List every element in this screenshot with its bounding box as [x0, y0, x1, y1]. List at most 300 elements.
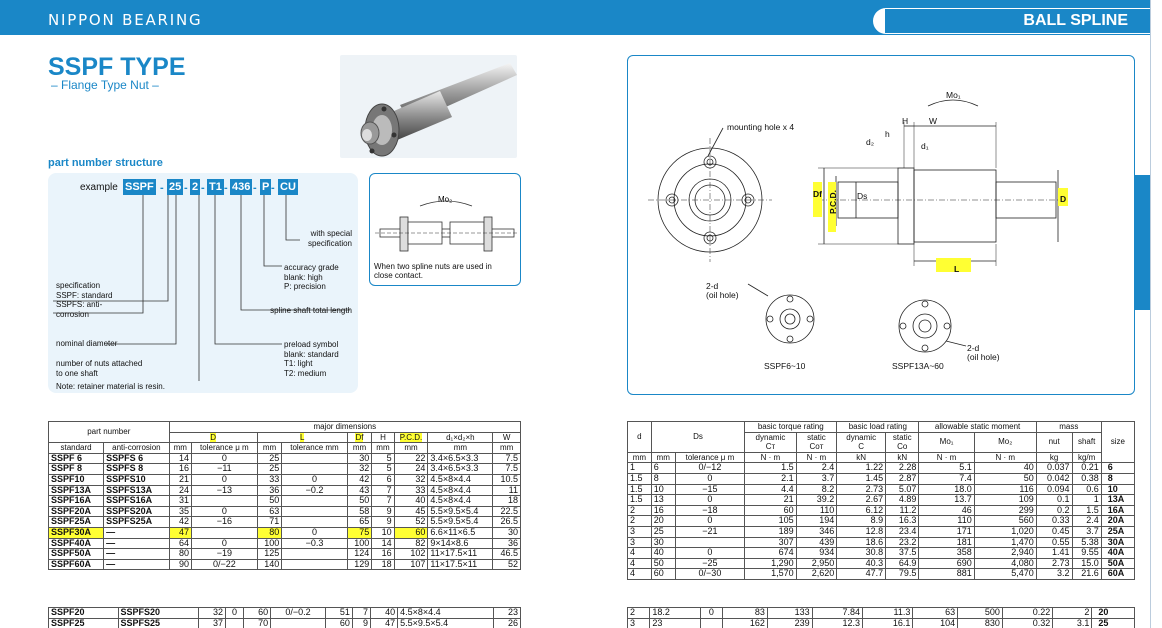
table-cell: 40A — [1101, 548, 1134, 559]
table-cell — [282, 559, 347, 570]
th-unit: mm — [394, 443, 428, 454]
table-cell: 0 — [192, 474, 258, 485]
table-cell: 64.9 — [886, 558, 919, 569]
table-cell: — — [104, 549, 169, 560]
table-cell: 15.0 — [1072, 558, 1101, 569]
table-cell: 3 — [628, 537, 652, 548]
dim-h-label: h — [885, 129, 890, 139]
table-cell: 83 — [723, 608, 768, 619]
table-cell: 82 — [394, 538, 428, 549]
table-row — [628, 618, 1135, 628]
table-cell: 11×17.5×11 — [428, 559, 493, 570]
table-cell — [282, 549, 347, 560]
table-cell: 189 — [745, 526, 796, 537]
table-cell: 26.5 — [493, 517, 521, 528]
table-cell: 2,950 — [796, 558, 837, 569]
table-cell: 58 — [347, 506, 372, 517]
table-cell: 13.7 — [919, 495, 974, 506]
table-cell: 110 — [919, 516, 974, 527]
th-mo1: Mo₁ — [919, 432, 974, 452]
table-cell: 25 — [257, 464, 282, 475]
table-cell: 1.45 — [837, 473, 886, 484]
annotation-shaft-length: spline shaft total length — [270, 306, 352, 315]
table-cell: 30 — [651, 537, 675, 548]
table-cell: 2.67 — [837, 495, 886, 506]
table-cell: 1 — [628, 463, 652, 474]
table-cell: SSPF20 — [49, 608, 119, 619]
table-cell: 40 — [370, 608, 397, 619]
table-cell: 3.7 — [1072, 526, 1101, 537]
table-cell: 0 — [675, 473, 745, 484]
table-cell: 3.1 — [1053, 618, 1092, 628]
table-cell — [226, 618, 244, 628]
table-cell: 35 — [169, 506, 191, 517]
th-tolerance: tolerance μ m — [675, 452, 745, 463]
table-cell: 11.2 — [886, 505, 919, 516]
table-cell: 2.73 — [1036, 558, 1072, 569]
table-cell: 3 — [628, 526, 652, 537]
large-view-label: SSPF13A~60 — [892, 361, 944, 371]
table-cell: 30.8 — [837, 548, 886, 559]
table-cell: 45 — [394, 506, 428, 517]
table-cell: SSPFS 6 — [104, 453, 169, 464]
table-cell: 0/−12 — [675, 463, 745, 474]
table-cell: 2,940 — [974, 548, 1036, 559]
table-cell: 60 — [244, 608, 271, 619]
table-row — [628, 463, 1135, 474]
table-cell: 5.5×9.5×5.4 — [398, 618, 494, 628]
table-row — [49, 538, 521, 549]
table-cell: 307 — [745, 537, 796, 548]
table-cell: — — [104, 559, 169, 570]
th-unit: mm — [372, 443, 394, 454]
table-cell: 0.037 — [1036, 463, 1072, 474]
table-cell: 36 — [257, 485, 282, 496]
table-row — [49, 517, 521, 528]
table-cell: 2 — [1053, 608, 1092, 619]
annotation-nominal: nominal diameter — [56, 339, 118, 348]
table-cell: 9 — [352, 618, 370, 628]
table-cell: 3.4×6.5×3.3 — [428, 464, 493, 475]
table-cell — [192, 527, 258, 538]
table-cell: SSPF20A — [49, 506, 104, 517]
table-cell: SSPF40A — [49, 538, 104, 549]
table-cell: 2.4 — [796, 463, 837, 474]
table-row — [628, 484, 1135, 495]
dim-W-label: W — [929, 116, 938, 126]
table-cell: 346 — [796, 526, 837, 537]
table-cell: 194 — [796, 516, 837, 527]
code-special: CU — [280, 181, 296, 193]
table-cell: 24 — [169, 485, 191, 496]
table-cell: 50 — [257, 496, 282, 507]
table-cell: 9.55 — [1072, 548, 1101, 559]
th-unit: N · m — [745, 452, 796, 463]
table-cell: 0.1 — [1036, 495, 1072, 506]
table-cell: 11.3 — [863, 608, 913, 619]
table-cell: 171 — [919, 526, 974, 537]
th-unit: N · m — [796, 452, 837, 463]
table-row — [628, 569, 1135, 580]
table-cell: 13A — [1101, 495, 1134, 506]
section-title: BALL SPLINE — [885, 9, 1150, 33]
table-cell: 3.2 — [1036, 569, 1072, 580]
mounting-hole-label: mounting hole x 4 — [727, 122, 795, 132]
table-cell: 4,080 — [974, 558, 1036, 569]
table-cell: 162 — [723, 618, 768, 628]
table-cell: 14 — [169, 453, 191, 464]
table-cell: 33 — [394, 485, 428, 496]
th-unit: mm — [493, 443, 521, 454]
table-cell — [675, 537, 745, 548]
page-edge — [1150, 0, 1162, 628]
table-cell: 24 — [394, 464, 428, 475]
th-Ds: Ds — [651, 422, 744, 453]
table-cell: SSPFS20 — [118, 608, 198, 619]
th-unit: mm — [257, 443, 282, 454]
table-cell: −0.2 — [282, 485, 347, 496]
table-cell: 52 — [394, 517, 428, 528]
technical-drawing — [627, 55, 1135, 395]
th-anti-corrosion: anti-corrosion — [104, 443, 169, 454]
table-row — [49, 496, 521, 507]
table-cell: 70 — [244, 618, 271, 628]
table-cell: 4 — [628, 548, 652, 559]
table-cell: 2.1 — [745, 473, 796, 484]
table-row — [49, 474, 521, 485]
table-cell: SSPFS16A — [104, 496, 169, 507]
table-cell: 0.21 — [1072, 463, 1101, 474]
table-cell: 25 — [651, 526, 675, 537]
table-cell: 9×14×8.6 — [428, 538, 493, 549]
table-cell: 11 — [493, 485, 521, 496]
table-cell: 0 — [282, 527, 347, 538]
th-Df: Df — [355, 432, 364, 442]
code-dash: - — [184, 182, 188, 194]
table-cell: 5 — [372, 464, 394, 475]
table-cell: 3.7 — [796, 473, 837, 484]
table-cell: 63 — [257, 506, 282, 517]
table-cell: 50A — [1101, 558, 1134, 569]
table-cell: 104 — [913, 618, 958, 628]
table-cell: 0.38 — [1072, 473, 1101, 484]
annotation-special: with special specification — [307, 229, 352, 248]
table-cell: 47 — [370, 618, 397, 628]
brand-name: NIPPON BEARING — [48, 11, 203, 29]
table-cell: 80 — [169, 549, 191, 560]
table-cell: SSPFS10 — [104, 474, 169, 485]
table-cell: 25A — [1101, 526, 1134, 537]
table-cell: 5.5×9.5×5.4 — [428, 517, 493, 528]
dimensions-table — [48, 421, 521, 570]
table-cell: 5.07 — [886, 484, 919, 495]
table-cell: 42 — [347, 474, 372, 485]
table-row — [49, 608, 521, 619]
table-cell: 0/−0.2 — [271, 608, 326, 619]
table-cell: 18 — [372, 559, 394, 570]
table-cell: 6 — [372, 474, 394, 485]
table-cell: 23.4 — [886, 526, 919, 537]
table-cell: SSPF25A — [49, 517, 104, 528]
th-d1d2h: d₁×d₂×h — [428, 432, 493, 443]
table-cell: 9 — [372, 517, 394, 528]
th-standard: standard — [49, 443, 104, 454]
table-cell: 25 — [257, 453, 282, 464]
th-unit: kg/m — [1072, 452, 1101, 463]
table-cell: 0 — [675, 516, 745, 527]
table-cell: 0.042 — [1036, 473, 1072, 484]
table-cell — [282, 453, 347, 464]
annotation-accuracy: accuracy grade blank: high P: precision — [284, 263, 339, 291]
code-dash: - — [224, 182, 228, 194]
code-series: SSPF — [125, 181, 154, 193]
table-cell: 21 — [745, 495, 796, 506]
table-cell: 22.5 — [493, 506, 521, 517]
table-cell: 500 — [958, 608, 1003, 619]
dim-Df-label: Df — [813, 189, 822, 199]
th-shaft: shaft — [1072, 432, 1101, 452]
th-part-number: part number — [49, 422, 170, 443]
table-cell: 7.5 — [493, 453, 521, 464]
table-cell: 100 — [347, 538, 372, 549]
table-cell: 560 — [974, 516, 1036, 527]
th-mass: mass — [1036, 422, 1101, 433]
table-cell: 0/−22 — [192, 559, 258, 570]
table-cell: 1.5 — [1072, 505, 1101, 516]
table-cell: 0.33 — [1036, 516, 1072, 527]
th-unit: N · m — [974, 452, 1036, 463]
table-cell: 10 — [651, 484, 675, 495]
page-subtitle: – Flange Type Nut – — [51, 78, 159, 92]
note-retainer: Note: retainer material is resin. — [56, 382, 165, 391]
table-cell: 881 — [919, 569, 974, 580]
th-dynamic: dynamic — [755, 432, 786, 442]
table-cell: 2.28 — [886, 463, 919, 474]
table-cell: 1.22 — [837, 463, 886, 474]
table-cell — [282, 517, 347, 528]
oil-hole-left-label: 2-d (oil hole) — [706, 281, 739, 300]
table-cell: 125 — [257, 549, 282, 560]
table-cell: 40 — [974, 463, 1036, 474]
table-cell: 42 — [169, 517, 191, 528]
table-cell: 239 — [767, 618, 812, 628]
table-cell: 39.2 — [796, 495, 837, 506]
code-length: 436 — [232, 181, 251, 193]
code-dash: - — [201, 182, 205, 194]
table-cell: 37 — [198, 618, 225, 628]
table-cell: 133 — [767, 608, 812, 619]
inset-moment-label: Mo₂ — [438, 195, 453, 204]
table-cell: 32 — [198, 608, 225, 619]
table-cell: 65 — [347, 517, 372, 528]
table-cell: 7.5 — [493, 464, 521, 475]
table-cell: 10 — [1101, 484, 1134, 495]
table-row — [49, 453, 521, 464]
table-cell: 299 — [974, 505, 1036, 516]
dim-Ds-label: Ds — [857, 191, 868, 201]
table-cell: 50 — [347, 496, 372, 507]
table-cell: 2.87 — [886, 473, 919, 484]
table-cell: 18.2 — [650, 608, 700, 619]
th-D: D — [210, 432, 217, 442]
table-cell: SSPF13A — [49, 485, 104, 496]
table-cell: 0 — [700, 608, 722, 619]
th-unit: kN — [837, 452, 886, 463]
part-number-structure-heading: part number structure — [48, 157, 163, 169]
table-cell: 80 — [257, 527, 282, 538]
table-row — [628, 558, 1135, 569]
table-cell: 60 — [325, 618, 352, 628]
table-cell: SSPFS25 — [118, 618, 198, 628]
table-cell: 3 — [628, 618, 650, 628]
table-cell: 830 — [958, 618, 1003, 628]
table-cell: 75 — [347, 527, 372, 538]
th-major-dimensions: major dimensions — [169, 422, 520, 433]
small-view-label: SSPF6~10 — [764, 361, 806, 371]
table-cell — [282, 506, 347, 517]
table-cell: SSPF 6 — [49, 453, 104, 464]
table-cell: 60 — [745, 505, 796, 516]
table-cell: 7.4 — [919, 473, 974, 484]
table-cell: 102 — [394, 549, 428, 560]
table-cell: 16 — [651, 505, 675, 516]
table-cell: 0.45 — [1036, 526, 1072, 537]
table-cell: 12.8 — [837, 526, 886, 537]
table-cell: 1.5 — [628, 495, 652, 506]
table-cell: 7 — [352, 608, 370, 619]
dim-pcd-label: P.C.D. — [828, 190, 838, 214]
table-cell: 934 — [796, 548, 837, 559]
table-row — [49, 506, 521, 517]
table-cell: 20 — [1092, 608, 1135, 619]
th-W: W — [493, 432, 521, 443]
table-cell: 37.5 — [886, 548, 919, 559]
table-cell: 7 — [372, 496, 394, 507]
table-cell: 10.5 — [493, 474, 521, 485]
th-mo2: Mo₂ — [974, 432, 1036, 452]
table-cell — [192, 496, 258, 507]
table-cell: 23 — [493, 608, 520, 619]
table-cell: SSPF10 — [49, 474, 104, 485]
table-cell: 7 — [372, 485, 394, 496]
table-cell: 0 — [282, 474, 347, 485]
table-cell: 129 — [347, 559, 372, 570]
table-row — [628, 537, 1135, 548]
table-cell: SSPF60A — [49, 559, 104, 570]
inset-caption: When two spline nuts are used in close contact. — [374, 262, 492, 280]
table-cell: 4.5×8×4.4 — [428, 474, 493, 485]
table-cell: −11 — [192, 464, 258, 475]
table-cell: SSPFS 8 — [104, 464, 169, 475]
table-cell: — — [104, 527, 169, 538]
table-row — [49, 527, 521, 538]
table-cell: 1.5 — [628, 473, 652, 484]
dim-L-label: L — [954, 264, 960, 274]
table-cell: 30 — [347, 453, 372, 464]
th-unit: mm — [651, 452, 675, 463]
table-cell: 0.6 — [1072, 484, 1101, 495]
th-d: d — [628, 422, 652, 453]
table-cell: −16 — [192, 517, 258, 528]
th-unit: mm — [428, 443, 493, 454]
table-cell: 30A — [1101, 537, 1134, 548]
table-cell: 5,470 — [974, 569, 1036, 580]
table-cell: 439 — [796, 537, 837, 548]
table-cell: 181 — [919, 537, 974, 548]
table-cell: SSPFS20A — [104, 506, 169, 517]
oil-hole-right-label: 2-d (oil hole) — [967, 343, 1000, 362]
table-row — [49, 549, 521, 560]
table-cell: 116 — [974, 484, 1036, 495]
code-dash: - — [253, 182, 257, 194]
table-cell: 26 — [493, 618, 520, 628]
table-cell: 51 — [325, 608, 352, 619]
table-cell: 2 — [628, 505, 652, 516]
table-cell: 47 — [169, 527, 191, 538]
table-cell: 2 — [628, 516, 652, 527]
table-cell: 4 — [628, 569, 652, 580]
table-row — [628, 473, 1135, 484]
code-nuts: 2 — [192, 181, 199, 193]
table-cell: 8.2 — [796, 484, 837, 495]
table-cell: SSPFS13A — [104, 485, 169, 496]
th-static: static — [807, 432, 826, 442]
th-tolerance: tolerance mm — [282, 443, 347, 454]
table-cell: 0 — [226, 608, 244, 619]
table-cell: 6.6×11×6.5 — [428, 527, 493, 538]
table-cell — [700, 618, 722, 628]
table-cell: 11×17.5×11 — [428, 549, 493, 560]
th-size: size — [1101, 422, 1134, 463]
th-unit: mm — [347, 443, 372, 454]
table-cell: 40 — [394, 496, 428, 507]
table-cell: 0.2 — [1036, 505, 1072, 516]
annotation-nuts: number of nuts attached to one shaft — [56, 359, 143, 378]
table-cell: 32 — [347, 464, 372, 475]
code-dash: - — [160, 182, 164, 194]
code-diameter: 25 — [169, 181, 182, 193]
table-cell: 25 — [1092, 618, 1135, 628]
table-cell: 50 — [974, 473, 1036, 484]
table-cell: 2 — [628, 608, 650, 619]
table-row — [628, 495, 1135, 506]
table-cell: 1,020 — [974, 526, 1036, 537]
table-cell: 64 — [169, 538, 191, 549]
table-cell: 1.5 — [628, 484, 652, 495]
table-cell: 4 — [628, 558, 652, 569]
table-cell: 0.55 — [1036, 537, 1072, 548]
table-row — [628, 505, 1135, 516]
table-cell: 690 — [919, 558, 974, 569]
table-cell: 0 — [192, 538, 258, 549]
table-cell: −13 — [192, 485, 258, 496]
ratings-table: d Ds basic torque rating basic load rating allowable static moment mass size dynamic Cт static Coт dynamic C static Co Mo₁ Mo₂ nut shaft mm mm tolerance μ m N · m N · m kN kN N · m N · m kg kg/m 1 6 0/−12 1.5 2.4 1.22 2.28 5.1 40 0.037 0.21 6 1.5 8 0 2.1 3.7 1.45 2.87 7.4 50 0.042 0.38 8 1.5 10 −15 4.4 8.2 2.73 5.07 18.0 116 0.094 0.6 10 1.5 13 0 21 39.2 2.67 4.89 13.7 109 0.1 1 13A 2 16 −18 60 110 6.12 11.2 46 299 0.2 1.5 16A 2 20 0 105 194 8.9 16.3 110 560 0.33 2.4 20A 3 25 −21 189 346 12.8 23.4 171 1,020 0.45 3.7 25A 3 30 307 439 18.6 23.2 181 1,470 0.55 5.38 30A 4 40 0 674 934 30.8 37.5 358 2,940 1.41 9.55 40A 4 50 −25 1,290 2,950 40.3 64.9 690 4,080 2.73 15.0 50A 4 60 0/−30 1,570 2,620 47.7 79.5 881 5,470 3.2 21.6 60A — [627, 421, 1135, 580]
table-cell — [282, 464, 347, 475]
th-unit: kN — [886, 452, 919, 463]
th-torque: basic torque rating — [745, 422, 837, 433]
table-cell: −25 — [675, 558, 745, 569]
dim-d1-label: d₁ — [921, 141, 929, 151]
table-cell: 7.84 — [812, 608, 862, 619]
table-cell: 1,470 — [974, 537, 1036, 548]
table-cell: 9 — [372, 506, 394, 517]
table-cell: 6 — [1101, 463, 1134, 474]
table-cell: SSPF16A — [49, 496, 104, 507]
annotation-preload: preload symbol blank: standard T1: light T2: medium — [284, 340, 339, 378]
table-cell: −18 — [675, 505, 745, 516]
table-cell: 71 — [257, 517, 282, 528]
th-unit: kg — [1036, 452, 1072, 463]
